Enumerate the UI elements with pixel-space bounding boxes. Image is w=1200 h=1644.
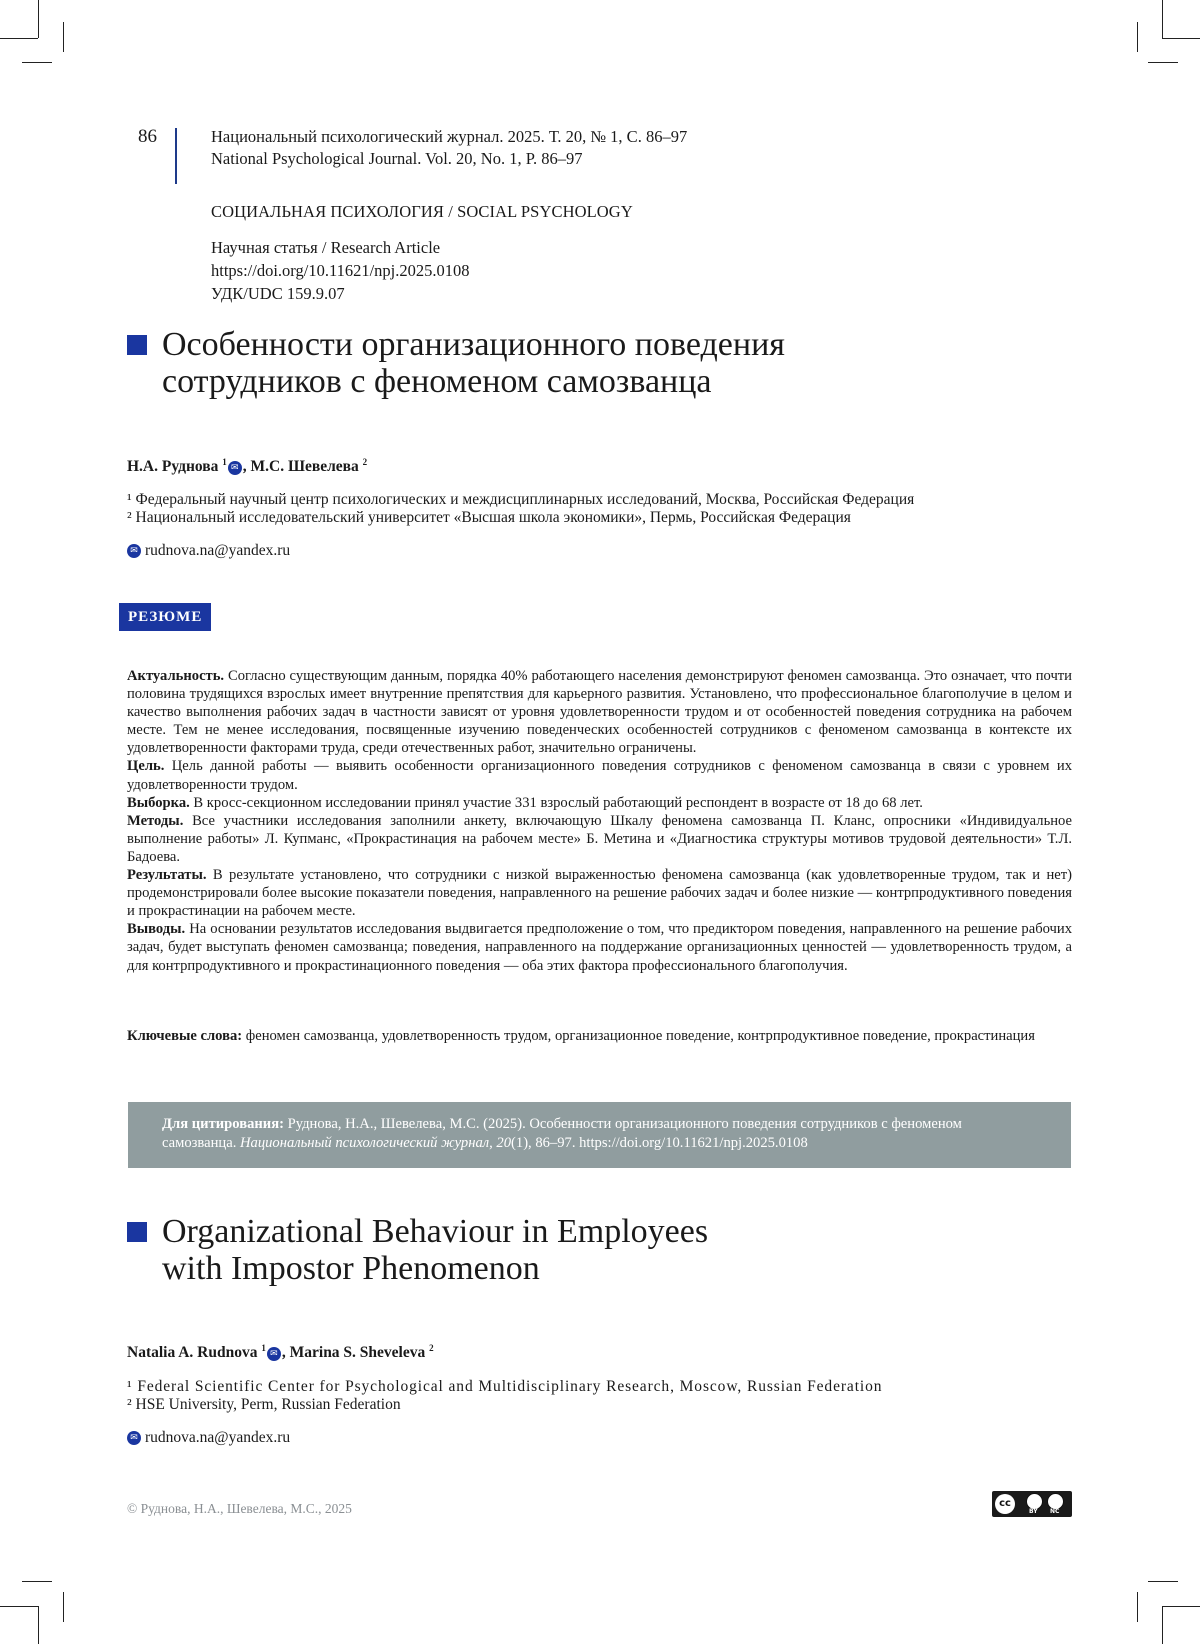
copyright: © Руднова, Н.А., Шевелева, М.С., 2025 xyxy=(127,1501,352,1517)
citation-box xyxy=(128,1102,1071,1168)
orcid-icon[interactable]: ✉ xyxy=(267,1347,281,1361)
crop-mark xyxy=(1148,1581,1178,1582)
contact-en xyxy=(127,1429,290,1447)
journal-en: National Psychological Journal. Vol. 20, No. 1, P. 86–97 xyxy=(211,148,687,170)
abstract-paragraph xyxy=(127,812,1072,866)
author-name[interactable]: Marina S. Sheveleva xyxy=(290,1344,430,1361)
title-en-line1: Organizational Behaviour in Employees xyxy=(162,1213,1027,1250)
abstract-text: В кросс-секционном исследовании принял участие 331 взрослый работающий респондент в возрасте от 18 до 68 лет. xyxy=(190,795,923,811)
title-square-icon xyxy=(127,335,147,355)
title-en-line2: with Impostor Phenomenon xyxy=(162,1250,1027,1287)
abstract-badge: РЕЗЮМЕ xyxy=(119,603,211,631)
crop-mark xyxy=(1137,1592,1138,1622)
affil-sup: 2 xyxy=(363,457,368,467)
title-en xyxy=(127,1213,1027,1287)
affiliations-ru xyxy=(127,491,914,527)
email-icon: ✉ xyxy=(127,1431,141,1445)
contact-ru xyxy=(127,542,290,560)
affil-sup: 1 xyxy=(222,457,227,467)
affiliation: ² HSE University, Perm, Russian Federation xyxy=(127,1396,1072,1414)
email-link[interactable]: rudnova.na@yandex.ru xyxy=(145,542,290,559)
page-number: 86 xyxy=(138,126,157,148)
abstract-body xyxy=(127,667,1072,975)
citation-journal: Национальный психологический журнал, 20 xyxy=(240,1135,511,1151)
abstract-paragraph xyxy=(127,920,1072,974)
crop-mark xyxy=(38,1606,39,1644)
citation-text: Руднова, Н.А., Шевелева, М.С. (2025). Особенности организационного поведения сотрудников с феноменом самозванца. xyxy=(162,1116,962,1151)
section-heading: СОЦИАЛЬНАЯ ПСИХОЛОГИЯ / SOCIAL PSYCHOLOGY xyxy=(211,202,633,222)
author-name[interactable]: Н.А. Руднова xyxy=(127,458,222,475)
cc-license-badge[interactable] xyxy=(992,1491,1072,1517)
title-square-icon xyxy=(127,1222,147,1242)
author-separator: , xyxy=(282,1344,290,1361)
article-type: Научная статья / Research Article xyxy=(211,236,470,259)
crop-mark xyxy=(63,1592,64,1622)
journal-info xyxy=(211,126,687,170)
crop-mark xyxy=(0,1606,38,1607)
crop-mark xyxy=(1148,62,1178,63)
crop-mark xyxy=(1162,38,1200,39)
keywords xyxy=(127,1027,1072,1045)
author-separator: , xyxy=(243,458,251,475)
affil-sup: 1 xyxy=(261,1343,266,1353)
license-nc-label: NC xyxy=(1050,1508,1059,1515)
keywords-text: феномен самозванца, удовлетворенность трудом, организационное поведение, контрпродуктивное поведение, прокрастинация xyxy=(242,1028,1035,1044)
crop-mark xyxy=(0,38,38,39)
authors-en xyxy=(127,1343,434,1362)
crop-mark xyxy=(38,0,39,38)
crop-mark xyxy=(63,22,64,52)
title-ru xyxy=(127,326,1027,400)
email-link[interactable]: rudnova.na@yandex.ru xyxy=(145,1429,290,1446)
crop-mark xyxy=(1137,22,1138,52)
doi-link[interactable]: https://doi.org/10.11621/npj.2025.0108 xyxy=(211,259,470,282)
udc: УДК/UDC 159.9.07 xyxy=(211,282,470,305)
title-ru-line1: Особенности организационного поведения xyxy=(162,326,1027,363)
affiliation: ¹ Federal Scientific Center for Psychological and Multidisciplinary Research, Moscow, Russian Federation xyxy=(127,1378,1072,1396)
abstract-text: Согласно существующим данным, порядка 40% работающего населения демонстрируют феномен самозванца. Это означает, что почти половина трудящихся взрослых имеет внутренние препятствия для карьерного развития. Установлено, что профессиональное благополучие в целом и качество выполнения рабочих задач в частности зависят от уровня удовлетворенности трудом и от особенностей поведения сотрудника на рабочем месте. Тем не менее исследования, посвященные изучению поведенческих особенностей сотрудников с феноменом самозванца в контексте их удовлетворенности факторами труда, среди отечественных работ, значительно ограничены. xyxy=(127,668,1072,756)
keywords-label: Ключевые слова: xyxy=(127,1028,242,1044)
abstract-text: Цель данной работы — выявить особенности организационного поведения сотрудников с феноменом самозванца в связи с уровнем их удовлетворенности трудом. xyxy=(127,758,1072,792)
affiliation: ¹ Федеральный научный центр психологических и междисциплинарных исследований, Москва, Российская Федерация xyxy=(127,491,914,509)
cc-icon: cc xyxy=(995,1494,1015,1514)
affiliations-en xyxy=(127,1378,1072,1414)
affil-sup: 2 xyxy=(429,1343,434,1353)
article-meta xyxy=(211,236,470,305)
journal-ru: Национальный психологический журнал. 2025. Т. 20, № 1, С. 86–97 xyxy=(211,126,687,148)
crop-mark xyxy=(1162,0,1163,38)
abstract-text: Все участники исследования заполнили анкету, включающую Шкалу феномена самозванца П. Кланс, опросники «Индивидуальное выполнение работы» Л. Купманс, «Прокрастинация на рабочем месте» Б. Метина и «Диагностика структуры мотивов трудовой деятельности» Т.Л. Бадоева. xyxy=(127,813,1072,865)
abstract-label: Цель. xyxy=(127,758,164,774)
abstract-label: Методы. xyxy=(127,813,183,829)
authors-ru xyxy=(127,457,367,476)
crop-mark xyxy=(22,1581,52,1582)
abstract-paragraph xyxy=(127,757,1072,793)
abstract-paragraph xyxy=(127,667,1072,757)
citation-issue[interactable]: (1), 86–97. https://doi.org/10.11621/npj.2025.0108 xyxy=(511,1135,808,1151)
crop-mark xyxy=(1162,1606,1200,1607)
abstract-label: Выводы. xyxy=(127,921,185,937)
crop-mark xyxy=(1162,1606,1163,1644)
abstract-paragraph xyxy=(127,866,1072,920)
title-ru-line2: сотрудников с феноменом самозванца xyxy=(162,363,1027,400)
author-name[interactable]: Natalia A. Rudnova xyxy=(127,1344,261,1361)
citation-label: Для цитирования: xyxy=(162,1116,284,1132)
author-name[interactable]: М.С. Шевелева xyxy=(251,458,363,475)
license-by-label: BY xyxy=(1029,1508,1038,1515)
email-icon: ✉ xyxy=(127,544,141,558)
abstract-text: На основании результатов исследования выдвигается предположение о том, что предиктором поведения, направленного на решение рабочих задач, будет выступать феномен самозванца; поведения, направленного на поддержание организационных ценностей — удовлетворенность трудом, а для контрпродуктивного и прокрастинационного поведения — оба этих фактора профессионального благополучия. xyxy=(127,921,1072,973)
abstract-label: Результаты. xyxy=(127,867,207,883)
abstract-text: В результате установлено, что сотрудники с низкой выраженностью феномена самозванца (как удовлетворенные трудом, так и нет) продемонстрировали более высокие показатели поведения, направленного на решение рабочих задач и более низкие — контрпродуктивного поведения и прокрастинации на рабочем месте. xyxy=(127,867,1072,919)
affiliation: ² Национальный исследовательский университет «Высшая школа экономики», Пермь, Российская Федерация xyxy=(127,509,914,527)
abstract-label: Выборка. xyxy=(127,795,190,811)
abstract-paragraph xyxy=(127,794,1072,812)
abstract-label: Актуальность. xyxy=(127,668,224,684)
header-divider xyxy=(175,128,177,184)
orcid-icon[interactable]: ✉ xyxy=(228,461,242,475)
crop-mark xyxy=(22,62,52,63)
